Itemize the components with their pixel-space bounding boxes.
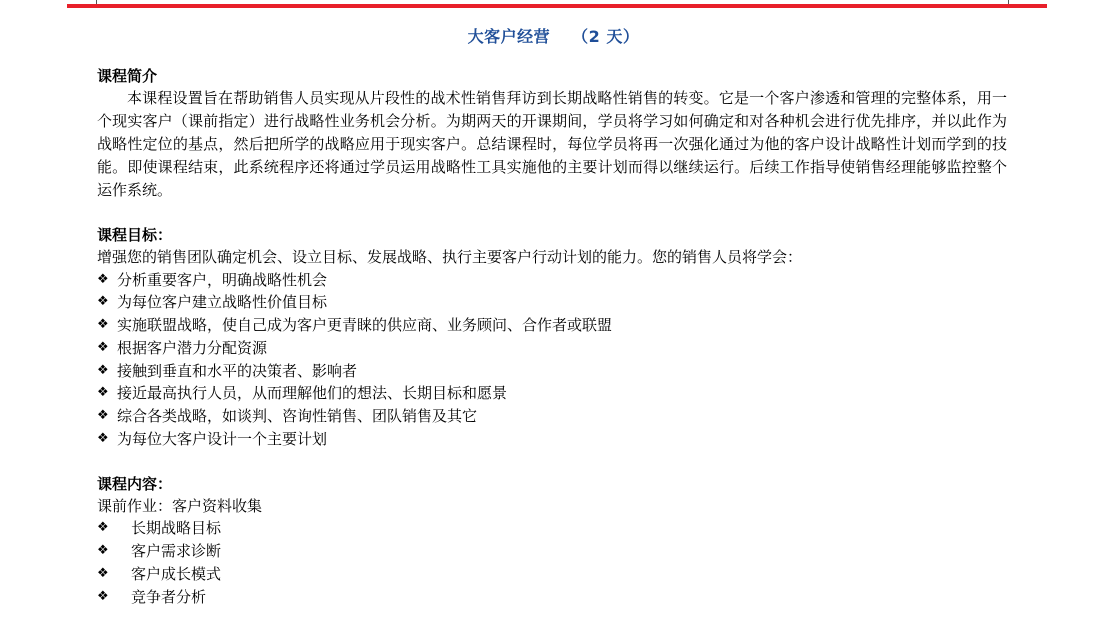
list-item: ❖ 分析重要客户，明确战略性机会 xyxy=(97,269,1007,292)
list-item: ❖ 竞争者分析 xyxy=(97,586,1007,609)
list-item: ❖ 实施联盟战略，使自己成为客户更青睐的供应商、业务顾问、合作者或联盟 xyxy=(97,314,1007,337)
goals-list xyxy=(97,269,1007,451)
diamond-bullet-icon: ❖ xyxy=(97,431,109,447)
margin-mark-left xyxy=(96,0,97,4)
list-item: ❖ 为每位客户建立战略性价值目标 xyxy=(97,291,1007,314)
title-days: （2 天） xyxy=(572,27,640,46)
document-title xyxy=(0,24,1107,47)
diamond-bullet-icon: ❖ xyxy=(97,520,109,536)
diamond-bullet-icon: ❖ xyxy=(97,317,109,333)
diamond-bullet-icon: ❖ xyxy=(97,362,109,378)
diamond-bullet-icon: ❖ xyxy=(97,543,109,559)
diamond-bullet-icon: ❖ xyxy=(97,588,109,604)
content-list xyxy=(97,517,1007,608)
list-item: ❖ 综合各类战略，如谈判、咨询性销售、团队销售及其它 xyxy=(97,405,1007,428)
diamond-bullet-icon: ❖ xyxy=(97,339,109,355)
list-item: ❖ 根据客户潜力分配资源 xyxy=(97,337,1007,360)
document-body xyxy=(97,65,1007,609)
list-item: ❖ 接触到垂直和水平的决策者、影响者 xyxy=(97,360,1007,383)
goals-lead: 增强您的销售团队确定机会、设立目标、发展战略、执行主要客户行动计划的能力。您的销售人员将学会： xyxy=(97,248,803,266)
list-item: ❖ 客户需求诊断 xyxy=(97,540,1007,563)
diamond-bullet-icon: ❖ xyxy=(97,408,109,424)
title-text: 大客户经营 xyxy=(467,27,551,46)
pre-work: 课前作业：客户资料收集 xyxy=(97,496,263,515)
diamond-bullet-icon: ❖ xyxy=(97,385,109,401)
margin-mark-right xyxy=(1008,0,1009,4)
diamond-bullet-icon: ❖ xyxy=(97,271,109,287)
content-heading: 课程内容： xyxy=(97,474,173,493)
intro-paragraph: 本课程设置旨在帮助销售人员实现从片段性的战术性销售拜访到长期战略性销售的转变。它是一个客户渗透和管理的完整体系，用一个现实客户（课前指定）进行战略性业务机会分析。为期两天的开课期间，学员将学习如何确定和对各种机会进行优先排序，并以此作为战略性定位的基点，然后把所学的战略应用于现实客户。总结课程时，每位学员将再一次强化通过为他的客户设计战略性计划而学到的技能。即使课程结束，此系统程序还将通过学员运用战略性工具实施他的主要计划而得以继续运行。后续工作指导使销售经理能够监控整个运作系统。 xyxy=(97,89,1007,199)
header-rule xyxy=(67,4,1047,8)
intro-heading: 课程简介 xyxy=(97,67,158,85)
diamond-bullet-icon: ❖ xyxy=(97,294,109,310)
diamond-bullet-icon: ❖ xyxy=(97,565,109,581)
list-item: ❖ 接近最高执行人员，从而理解他们的想法、长期目标和愿景 xyxy=(97,382,1007,405)
goals-heading: 课程目标： xyxy=(97,226,173,244)
list-item: ❖ 为每位大客户设计一个主要计划 xyxy=(97,428,1007,451)
list-item: ❖ 客户成长模式 xyxy=(97,563,1007,586)
list-item: ❖ 长期战略目标 xyxy=(97,517,1007,540)
